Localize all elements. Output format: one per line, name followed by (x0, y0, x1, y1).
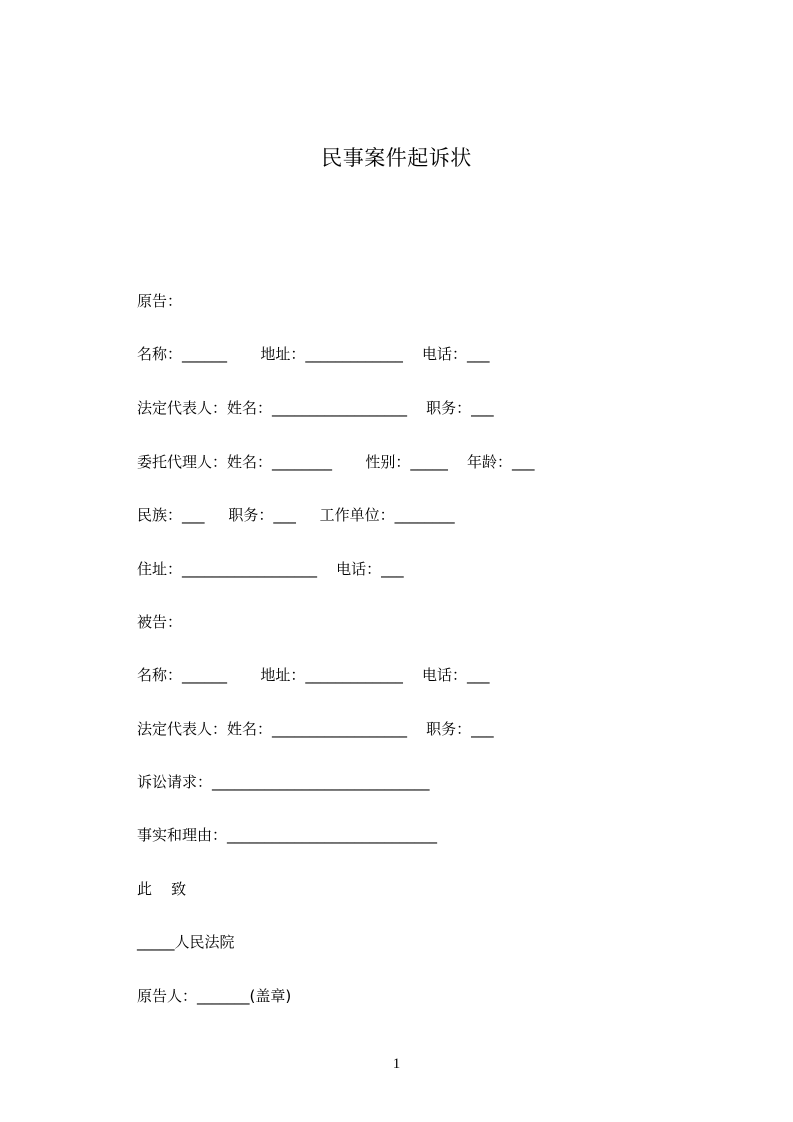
page-number: 1 (392, 1056, 401, 1072)
plaintiff-address-phone: 住址：__________________ 电话：___ (137, 560, 404, 578)
salutation: 此 致 (137, 880, 187, 898)
plaintiff-name-address-phone: 名称：______ 地址：_____________ 电话：___ (137, 345, 490, 363)
plaintiff-legal-representative: 法定代表人：姓名：__________________ 职务：___ (137, 399, 494, 417)
plaintiff-agent-details: 民族：___ 职务：___ 工作单位：________ (137, 506, 455, 524)
plaintiff-agent: 委托代理人：姓名：________ 性别：_____ 年龄：___ (137, 453, 535, 471)
defendant-name-address-phone: 名称：______ 地址：_____________ 电话：___ (137, 666, 490, 684)
court-name: _____人民法院 (137, 933, 235, 951)
defendant-heading: 被告： (137, 613, 183, 631)
litigation-claims: 诉讼请求：_____________________________ (137, 773, 430, 791)
document-title: 民事案件起诉状 (321, 146, 472, 170)
plaintiff-heading: 原告： (137, 292, 183, 310)
facts-and-reasons: 事实和理由：____________________________ (137, 826, 438, 844)
defendant-legal-representative: 法定代表人：姓名：__________________ 职务：___ (137, 720, 494, 738)
plaintiff-signature: 原告人：_______(盖章) (137, 987, 292, 1005)
